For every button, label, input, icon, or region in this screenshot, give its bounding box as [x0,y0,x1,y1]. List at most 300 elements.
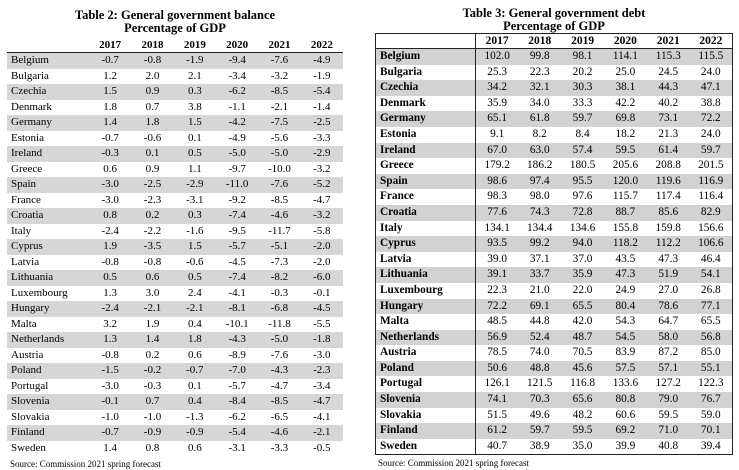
value-cell: 46.4 [700,252,721,265]
value-cell: 69.1 [518,299,561,315]
value-cell: 126.1 [484,377,510,390]
header-year: 2020 [604,34,647,49]
value-cell: -1.5 [89,363,131,379]
value-cell: 1.4 [103,441,118,454]
value-cell: -0.3 [89,146,131,162]
value-cell: -2.4 [101,224,119,237]
value-cell: -4.9 [301,53,343,69]
value-cell: 32.1 [518,80,561,96]
country-cell: Greece [11,162,43,175]
value-cell: 186.2 [527,159,553,172]
balance-table-panel [7,0,343,470]
value-cell: -4.2 [216,115,258,131]
country-cell: Greece [376,158,476,174]
table-row [7,270,343,286]
value-cell: 61.4 [647,143,690,159]
value-cell: 37.1 [529,252,550,265]
value-cell: -5.7 [216,239,258,255]
table-row [7,84,343,100]
value-cell: 1.8 [174,332,216,348]
header-year: 2022 [301,38,343,53]
table3-header-row [376,34,733,49]
value-cell: -3.2 [270,69,289,82]
table2-body [7,53,343,457]
value-cell: 44.3 [647,80,690,96]
value-cell: -5.5 [313,317,331,330]
country-cell: Netherlands [376,330,476,346]
value-cell: -7.6 [258,177,300,193]
value-cell: -8.1 [216,301,258,317]
value-cell: 61.8 [518,111,561,127]
value-cell: -0.8 [143,255,162,268]
value-cell: 0.9 [145,162,160,175]
value-cell: 0.4 [187,317,202,330]
table2-source: Source: Commission 2021 spring forecast [10,459,161,469]
value-cell: -5.1 [258,239,300,255]
value-cell: -2.1 [270,100,289,113]
country-cell: Ireland [7,146,89,162]
table-row [7,100,343,116]
value-cell: 179.2 [484,159,510,172]
value-cell: 26.8 [700,283,721,296]
country-cell: Portugal [11,379,49,392]
country-cell: Poland [7,363,89,379]
table-row [376,96,733,112]
table-row [7,394,343,410]
value-cell: 0.9 [131,84,173,100]
country-cell: Germany [376,111,476,127]
value-cell: 40.7 [487,439,508,452]
value-cell: -1.8 [301,332,343,348]
value-cell: 43.5 [615,252,636,265]
value-cell: 65.5 [561,299,604,315]
value-cell: -3.1 [186,193,204,206]
value-cell: -9.2 [228,193,246,206]
value-cell: 59.5 [658,408,679,421]
value-cell: -2.3 [143,193,162,206]
value-cell: -0.8 [101,255,119,268]
value-cell: 38.8 [700,96,721,109]
value-cell: 155.8 [612,221,639,234]
value-cell: -0.7 [101,131,119,144]
value-cell: 205.6 [612,159,639,172]
value-cell: 24.0 [700,65,721,78]
table-row [7,363,343,379]
value-cell: 24.0 [700,127,721,140]
value-cell: 0.5 [89,270,131,286]
value-cell: 1.4 [131,332,173,348]
country-cell: Malta [376,314,476,330]
table-row [376,299,733,315]
header-year: 2021 [258,38,300,53]
value-cell: 38.9 [529,439,550,452]
value-cell: 63.0 [518,143,561,159]
country-cell: Slovenia [7,394,89,410]
value-cell: 60.6 [615,408,636,421]
value-cell: 18.2 [615,127,636,140]
country-cell: France [376,189,476,205]
value-cell: 70.3 [518,392,561,408]
value-cell: 59.5 [561,423,604,439]
value-cell: 78.5 [487,346,508,359]
value-cell: 54.5 [604,330,647,346]
country-cell: Bulgaria [11,69,49,82]
value-cell: -1.1 [228,100,246,113]
value-cell: -0.7 [89,425,131,441]
value-cell: 48.2 [572,408,593,421]
value-cell: -3.0 [89,177,131,193]
country-cell: Malta [11,317,37,330]
country-cell: Poland [376,361,476,377]
table-row [376,65,733,81]
table-row [7,69,343,85]
header-year: 2021 [647,34,690,49]
country-cell: Cyprus [7,239,89,255]
value-cell: 47.3 [604,267,647,283]
value-cell: -6.5 [270,410,289,423]
value-cell: -9.5 [228,224,246,237]
country-cell: Netherlands [7,332,89,348]
table-row [7,115,343,131]
value-cell: 180.5 [569,159,596,172]
value-cell: 35.9 [561,267,604,283]
table-row [7,224,343,240]
table-row [7,208,343,224]
value-cell: -8.5 [258,394,300,410]
country-cell: Germany [7,115,89,131]
value-cell: 98.6 [476,174,519,190]
value-cell: -7.6 [258,53,300,69]
value-cell: -0.8 [131,53,173,69]
table-row [7,379,343,395]
country-cell: Latvia [11,255,40,268]
value-cell: -0.2 [131,363,173,379]
value-cell: 21.0 [529,283,550,296]
value-cell: 47.1 [690,80,733,96]
value-cell: 1.8 [131,115,173,131]
value-cell: -9.7 [228,162,246,175]
table-row [7,286,343,302]
value-cell: 106.6 [690,236,733,252]
value-cell: -0.1 [89,394,131,410]
value-cell: -2.9 [301,146,343,162]
value-cell: 0.6 [187,348,202,361]
table3-title: Table 3: General government debt [462,6,646,20]
value-cell: -0.1 [313,286,331,299]
value-cell: 1.3 [103,286,118,299]
value-cell: 70.1 [690,423,733,439]
value-cell: 51.5 [487,408,508,421]
value-cell: -7.4 [216,208,258,224]
value-cell: -10.0 [268,162,291,175]
value-cell: 27.0 [658,283,679,296]
value-cell: 0.1 [187,379,202,392]
table-row [376,330,733,346]
value-cell: 3.0 [145,286,160,299]
value-cell: -7.6 [270,348,289,361]
value-cell: 8.2 [532,127,547,140]
value-cell: 59.7 [518,423,561,439]
country-cell: Luxembourg [376,283,476,299]
value-cell: -7.5 [258,115,300,131]
value-cell: -5.8 [313,224,331,237]
value-cell: 40.2 [658,96,679,109]
table-row [376,205,733,221]
value-cell: -8.5 [270,193,289,206]
value-cell: -1.9 [313,69,331,82]
value-cell: 39.0 [487,252,508,265]
value-cell: -1.9 [174,53,216,69]
value-cell: 30.3 [561,80,604,96]
value-cell: -7.4 [216,270,258,286]
value-cell: 47.3 [658,252,679,265]
value-cell: -11.7 [268,224,291,237]
country-cell: Czechia [7,84,89,100]
value-cell: 22.3 [529,65,550,78]
table-row [376,283,733,299]
value-cell: 33.3 [572,96,593,109]
value-cell: -1.6 [186,224,204,237]
header-year: 2018 [518,34,561,49]
value-cell: -4.7 [313,193,331,206]
value-cell: 54.3 [615,315,636,328]
value-cell: 67.0 [476,143,519,159]
value-cell: -4.1 [228,286,246,299]
value-cell: 9.1 [490,127,505,140]
table-row [376,314,733,330]
value-cell: -2.2 [143,224,162,237]
header-year: 2020 [216,38,258,53]
table-row [7,255,343,271]
table-row [376,267,733,283]
value-cell: -0.6 [186,255,204,268]
value-cell: 156.6 [698,221,724,234]
table-row [376,49,733,65]
value-cell: -4.3 [258,363,300,379]
value-cell: 118.2 [604,236,647,252]
value-cell: -6.8 [258,301,300,317]
value-cell: 59.7 [690,143,733,159]
header-year: 2018 [131,38,173,53]
value-cell: -7.3 [270,255,289,268]
value-cell: 71.0 [647,423,690,439]
value-cell: 1.4 [89,115,131,131]
value-cell: 48.8 [518,361,561,377]
country-cell: France [11,193,41,206]
value-cell: 0.8 [145,441,160,454]
value-cell: -8.2 [258,270,300,286]
value-cell: -3.4 [313,379,331,392]
value-cell: 55.1 [690,361,733,377]
value-cell: 0.6 [187,441,202,454]
value-cell: -4.7 [301,394,343,410]
header-year: 2022 [690,34,733,49]
value-cell: -5.6 [270,131,289,144]
value-cell: -1.4 [313,100,331,113]
value-cell: 35.0 [572,439,593,452]
value-cell: 80.8 [604,392,647,408]
table-row [376,361,733,377]
country-cell: Cyprus [376,236,476,252]
country-cell: Sweden [11,441,46,454]
country-cell: Slovakia [376,408,476,424]
value-cell: 57.4 [561,143,604,159]
value-cell: 73.1 [647,111,690,127]
value-cell: 56.8 [690,330,733,346]
value-cell: -6.0 [301,270,343,286]
value-cell: -5.4 [301,84,343,100]
value-cell: 0.2 [131,208,173,224]
value-cell: -3.0 [101,379,119,392]
table2-subtitle: Percentage of GDP [124,21,226,35]
value-cell: 115.7 [612,190,638,203]
header-country [376,34,476,49]
value-cell: 77.6 [476,205,519,221]
value-cell: 59.5 [604,143,647,159]
value-cell: 72.2 [476,299,519,315]
value-cell: 59.7 [561,111,604,127]
table2-header-row [7,38,343,53]
value-cell: 1.2 [103,69,118,82]
value-cell: 134.4 [527,221,553,234]
table-row [7,332,343,348]
country-cell: Latvia [376,252,476,268]
value-cell: 1.1 [187,162,202,175]
value-cell: -0.9 [131,425,173,441]
value-cell: 122.3 [698,377,724,390]
value-cell: 42.0 [572,315,593,328]
value-cell: 45.6 [561,361,604,377]
value-cell: 2.4 [187,286,202,299]
country-cell: Austria [376,345,476,361]
country-cell: Croatia [7,208,89,224]
value-cell: 97.6 [572,190,593,203]
value-cell: 24.5 [658,65,679,78]
value-cell: -4.5 [228,255,246,268]
country-cell: Italy [376,221,476,237]
value-cell: 39.1 [476,267,519,283]
value-cell: 0.1 [131,146,173,162]
value-cell: 98.3 [487,190,508,203]
value-cell: 39.9 [615,439,636,452]
value-cell: 0.2 [145,348,160,361]
country-cell: Denmark [11,100,52,113]
value-cell: -5.0 [258,146,300,162]
value-cell: -0.6 [143,131,162,144]
value-cell: 83.9 [615,346,636,359]
value-cell: 116.9 [690,174,733,190]
value-cell: 117.4 [655,190,681,203]
table-row [376,408,733,424]
value-cell: -7.0 [216,363,258,379]
table-row [376,252,733,268]
value-cell: 65.5 [700,315,721,328]
value-cell: 82.9 [690,205,733,221]
value-cell: -3.0 [313,348,331,361]
country-cell: Estonia [11,131,44,144]
value-cell: 0.6 [103,162,118,175]
value-cell: 50.6 [476,361,519,377]
country-cell: Belgium [376,49,476,65]
country-cell: Hungary [376,299,476,315]
value-cell: 21.3 [658,127,679,140]
country-cell: Spain [7,177,89,193]
value-cell: -1.0 [143,410,162,423]
value-cell: 77.1 [690,299,733,315]
value-cell: 44.8 [529,315,550,328]
value-cell: -5.7 [228,379,246,392]
header-country [7,38,89,53]
value-cell: -0.3 [270,286,289,299]
value-cell: 79.0 [647,392,690,408]
value-cell: 20.2 [572,65,593,78]
header-year: 2019 [561,34,604,49]
country-cell: Slovenia [376,392,476,408]
debt-table [375,33,733,455]
table-row [376,143,733,159]
value-cell: 34.0 [529,96,550,109]
table-row [7,317,343,333]
value-cell: 1.9 [145,317,160,330]
value-cell: -6.2 [228,410,246,423]
value-cell: 42.2 [615,96,636,109]
value-cell: 97.4 [518,174,561,190]
value-cell: 72.2 [690,111,733,127]
value-cell: -4.6 [258,208,300,224]
debt-table-panel [375,0,733,469]
value-cell: 95.5 [561,174,604,190]
table-row [7,146,343,162]
value-cell: 112.2 [647,236,690,252]
country-cell: Finland [7,425,89,441]
value-cell: 133.6 [612,377,639,390]
value-cell: -10.1 [225,317,249,330]
value-cell: 69.2 [604,423,647,439]
value-cell: -2.0 [313,255,331,268]
value-cell: 115.3 [647,49,690,65]
country-cell: Luxembourg [11,286,68,299]
table-row [376,189,733,205]
value-cell: -3.5 [131,239,173,255]
value-cell: -2.5 [131,177,173,193]
value-cell: 1.5 [89,84,131,100]
value-cell: -6.2 [216,84,258,100]
value-cell: 40.8 [658,439,679,452]
country-cell: Slovakia [11,410,50,423]
table-row [376,221,733,237]
value-cell: 115.5 [690,49,733,65]
table3-source: Source: Commission 2021 spring forecast [378,458,529,469]
value-cell: 0.1 [187,131,202,144]
value-cell: 85.0 [700,346,721,359]
table-row [376,174,733,190]
value-cell: 38.1 [604,80,647,96]
country-cell: Belgium [7,53,89,69]
value-cell: -3.3 [270,441,289,454]
table-row [376,158,733,174]
table-row [7,301,343,317]
country-cell: Spain [376,174,476,190]
value-cell: 25.3 [487,65,508,78]
country-cell: Hungary [7,301,89,317]
table-row [7,410,343,426]
table-row [376,111,733,127]
value-cell: -1.0 [101,410,119,423]
value-cell: -8.9 [228,348,246,361]
country-cell: Portugal [376,376,476,392]
value-cell: 25.0 [615,65,636,78]
header-year: 2019 [174,38,216,53]
